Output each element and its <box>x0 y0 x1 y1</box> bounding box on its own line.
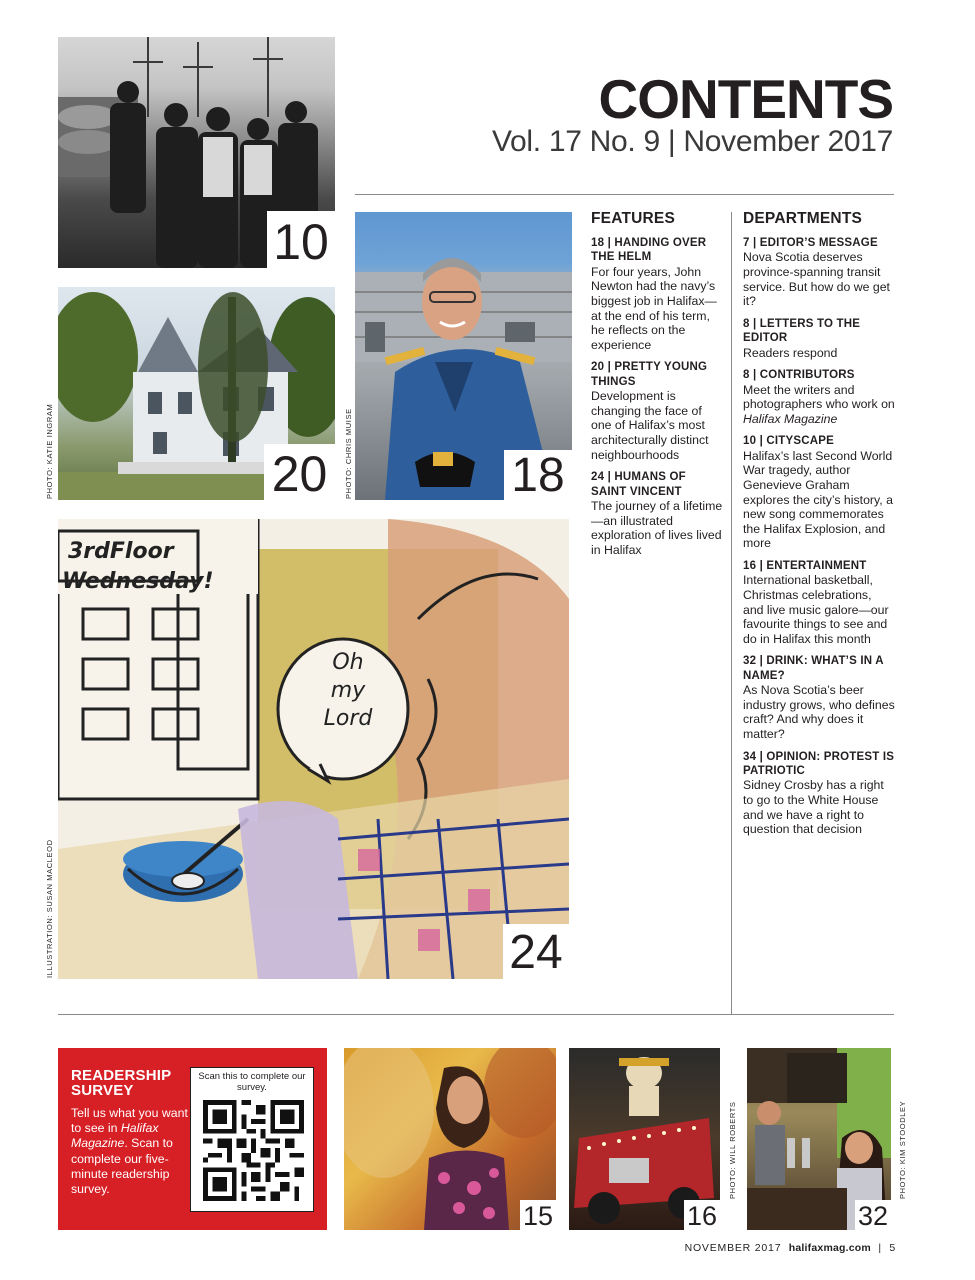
features-column <box>591 211 724 565</box>
toc-entry[interactable] <box>743 750 895 837</box>
page-number-badge: 15 <box>520 1200 556 1230</box>
toc-entry-title: 10 | CITYSCAPE <box>743 435 835 448</box>
survey-title <box>71 1069 171 1098</box>
photo-credit: PHOTO: CHRIS MUISE <box>344 408 353 499</box>
issue-info: Vol. 17 No. 9 | November 2017 <box>491 125 893 158</box>
toc-entry-title: 34 | OPINION: PROTEST IS PATRIOTIC <box>743 750 895 777</box>
page-number-badge: 20 <box>264 444 335 500</box>
photo-heritage-house[interactable] <box>58 287 335 500</box>
photo-navy-crew[interactable] <box>58 37 335 268</box>
toc-entry-title: 8 | CONTRIBUTORS <box>743 369 855 382</box>
toc-entry-title: 18 | HANDING OVER THE HELM <box>591 237 707 264</box>
illustration-credit: ILLUSTRATION: SUSAN MACLEOD <box>45 839 54 978</box>
speech-text: Oh <box>332 650 364 675</box>
speech-bubble <box>298 649 398 733</box>
magazine-name: Halifax Magazine <box>71 1121 159 1151</box>
toc-entry-desc: Sidney Crosby has a right to go to the White House and we have a right to question that decision <box>743 778 884 837</box>
section-rule <box>58 1014 894 1015</box>
qr-caption: Scan this to complete our survey. <box>198 1071 306 1093</box>
footer-page-number: 5 <box>889 1242 896 1254</box>
toc-entry-desc: Development is changing the face of one of Halifax’s most architecturally distinct neighbourhoods <box>591 389 709 462</box>
toc-entry-title: 7 | EDITOR’S MESSAGE <box>743 237 878 249</box>
page-number-badge: 10 <box>267 211 335 268</box>
toc-entry-title: 8 | LETTERS TO THE EDITOR <box>743 317 861 345</box>
sign-text: Wednesday! <box>62 569 214 594</box>
speech-text: Lord <box>323 706 373 731</box>
readership-survey-box[interactable] <box>58 1048 327 1230</box>
toc-entry-title: 20 | PRETTY YOUNG THINGS <box>591 361 708 388</box>
toc-entry[interactable] <box>743 559 895 646</box>
toc-entry-desc-text: Meet the writers and photographers who work on <box>743 382 895 412</box>
toc-entry-desc: Halifax’s last Second World War tragedy, author Genevieve Graham explores the city’s history, a new song commemorates the Halifax Explosion, and more <box>743 448 893 551</box>
toc-entry[interactable] <box>743 317 895 360</box>
illustration-humans-of-saint-vincent[interactable] <box>58 519 569 979</box>
photo-parade-float[interactable] <box>569 1048 720 1230</box>
toc-entry-desc <box>743 383 895 427</box>
toc-entry-desc: For four years, John Newton had the navy’s biggest job in Halifax—at the end of his term, he reflects on the experience <box>591 264 717 352</box>
toc-entry[interactable] <box>743 434 895 551</box>
features-heading: FEATURES <box>591 210 675 227</box>
footer-site[interactable]: halifaxmag.com <box>788 1242 871 1254</box>
survey-title-line: READERSHIP <box>71 1067 172 1084</box>
page-footer: NOVEMBER 2017 halifaxmag.com | 5 <box>684 1242 896 1254</box>
page-number-badge: 16 <box>684 1200 720 1230</box>
toc-entry-title: 16 | ENTERTAINMENT <box>743 559 867 572</box>
page-number-badge: 24 <box>503 924 569 979</box>
toc-entry-title: 32 | DRINK: WHAT’S IN A NAME? <box>743 655 884 682</box>
toc-entry-desc: Readers respond <box>743 345 838 360</box>
toc-entry[interactable] <box>743 236 895 309</box>
survey-description <box>71 1106 191 1197</box>
page-number-badge: 32 <box>855 1200 891 1230</box>
footer-month: NOVEMBER 2017 <box>684 1242 782 1254</box>
toc-entry-desc: Nova Scotia deserves province-spanning transit service. But how do we get it? <box>743 250 890 309</box>
photo-navy-officer[interactable] <box>355 212 572 500</box>
qr-code-panel[interactable] <box>190 1067 314 1212</box>
toc-entry-desc: The journey of a lifetime—an illustrated exploration of lives lived in Halifax <box>591 498 723 557</box>
photo-brewery-bar[interactable] <box>747 1048 891 1230</box>
qr-code-icon[interactable] <box>203 1100 304 1201</box>
survey-text: Tell us what you want to see in <box>71 1106 188 1136</box>
toc-entry[interactable] <box>743 368 895 426</box>
magazine-name: Halifax Magazine <box>743 411 838 426</box>
survey-title-line: SURVEY <box>71 1081 134 1099</box>
toc-entry-desc: International basketball, Christmas celebrations, and live music galore—our favourite things to see and do in Halifax this month <box>743 573 889 646</box>
toc-entry[interactable] <box>743 654 895 741</box>
toc-entry-title: 24 | HUMANS OF SAINT VINCENT <box>591 471 686 498</box>
column-divider <box>731 212 732 1014</box>
departments-heading: DEPARTMENTS <box>743 210 863 227</box>
header-rule <box>355 194 894 195</box>
survey-text: . Scan to complete our five-minute readership survey. <box>71 1136 173 1197</box>
sign-text: 3rdFloor <box>68 539 174 564</box>
toc-entry[interactable] <box>591 360 724 462</box>
speech-text: my <box>330 678 366 703</box>
toc-entry[interactable] <box>591 470 724 557</box>
page-title: CONTENTS <box>598 68 893 130</box>
toc-entry-desc: As Nova Scotia’s beer industry grows, who defines craft? And why does it matter? <box>743 683 895 741</box>
photo-credit: PHOTO: WILL ROBERTS <box>728 1101 737 1199</box>
departments-column <box>743 211 895 845</box>
toc-entry[interactable] <box>591 236 724 352</box>
photo-credit: PHOTO: KIM STOODLEY <box>898 1100 907 1199</box>
page-number-badge: 18 <box>504 450 572 500</box>
photo-credit: PHOTO: KATIE INGRAM <box>45 403 54 499</box>
photo-musician-portrait[interactable] <box>344 1048 556 1230</box>
